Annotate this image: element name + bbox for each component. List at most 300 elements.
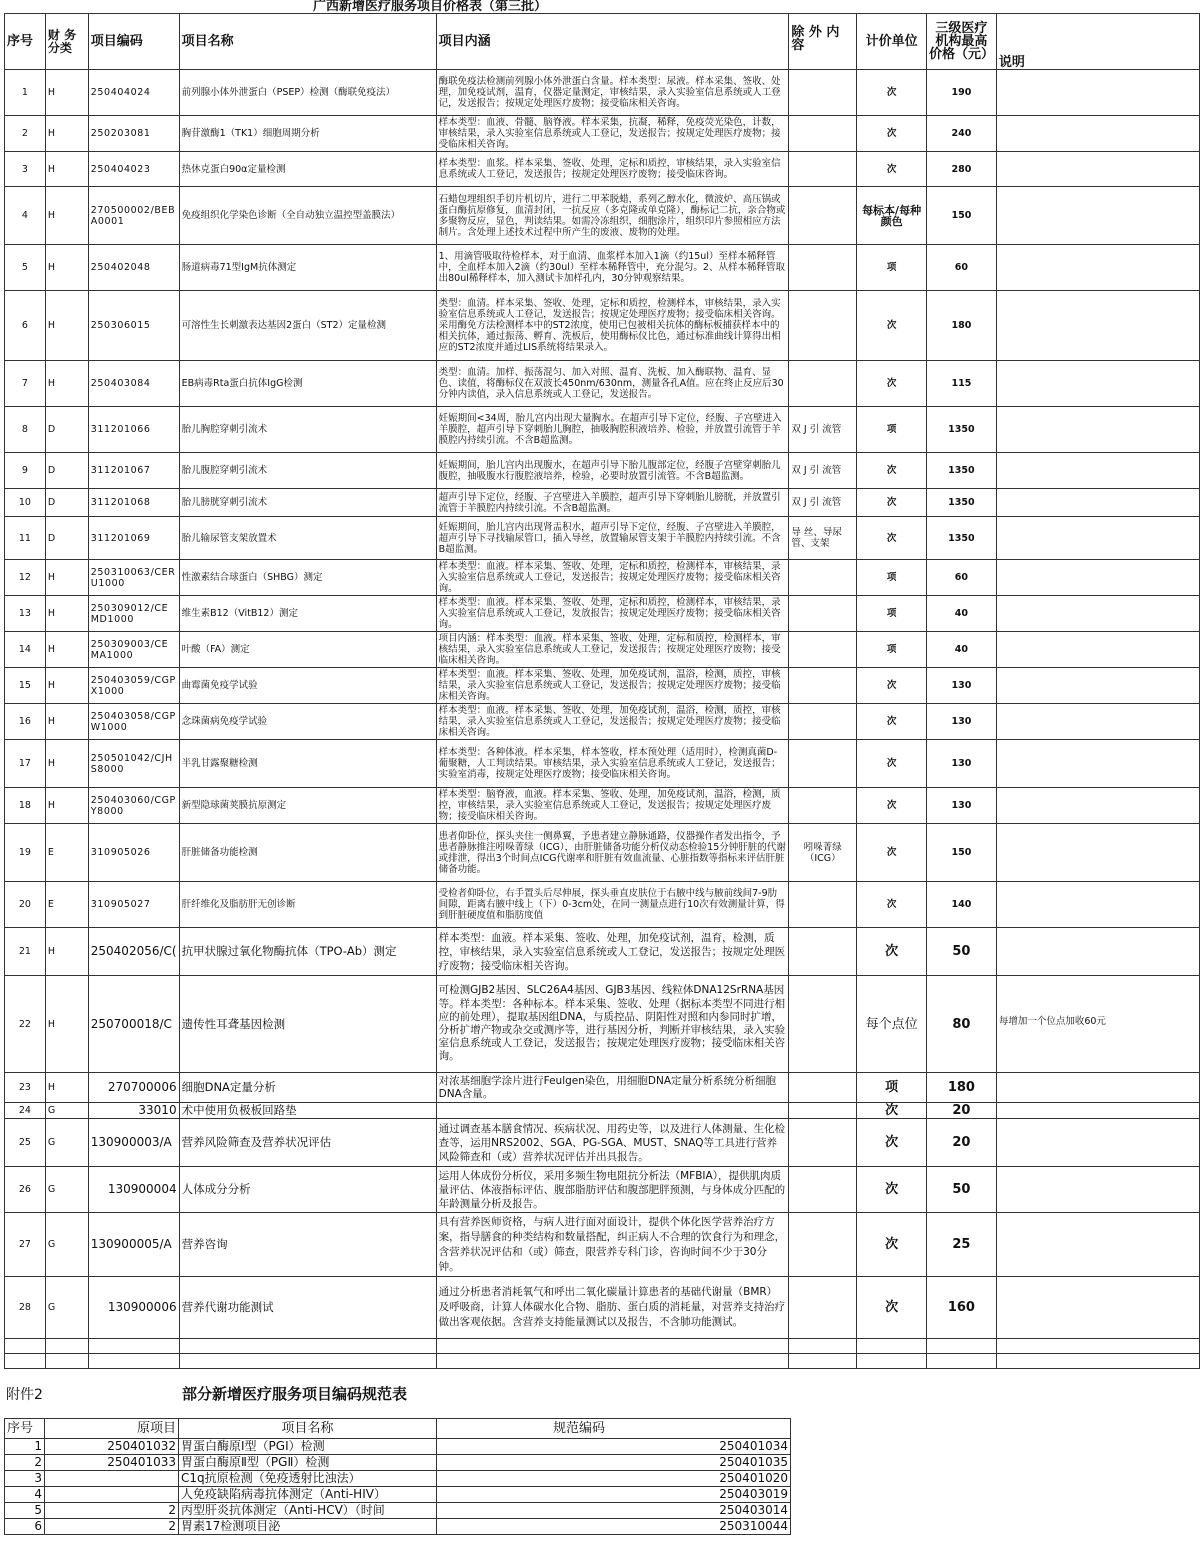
cell-category: H	[45, 187, 88, 245]
cell-price: 1350	[926, 489, 996, 517]
cell-unit: 次	[857, 152, 927, 187]
cell-seq: 22	[5, 976, 46, 1073]
cell-note	[996, 187, 1199, 245]
cell-seq: 10	[5, 489, 46, 517]
appendix-header-seq: 序号	[5, 1419, 45, 1439]
cell-category: H	[45, 116, 88, 152]
cell-price: 40	[926, 596, 996, 632]
cell-note	[996, 70, 1199, 116]
cell-exclusions	[789, 1277, 857, 1339]
cell-price: 180	[926, 1073, 996, 1103]
cell-unit: 次	[857, 668, 927, 704]
cell-code: 250309012/CEMD1000	[88, 596, 179, 632]
appendix-header-std: 规范编码	[437, 1419, 791, 1439]
cell-content: 受检者仰卧位，右手置头后尽伸展，探头垂直皮肤位于右腋中线与腋前线间7-9肋间隙，距离右腋中线上（下）0-3cm处，在同一测量点进行10次有效测量计算，得到肝脏硬度值和脂肪度值	[436, 882, 789, 928]
header-category: 财 务分类	[45, 14, 88, 70]
cell-category: D	[45, 453, 88, 489]
table-row	[5, 1119, 1200, 1167]
cell-category: H	[45, 152, 88, 187]
cell-note	[996, 740, 1199, 788]
cell-category: H	[45, 70, 88, 116]
cell-unit: 次	[857, 70, 927, 116]
cell-price: 115	[926, 361, 996, 407]
cell-note	[996, 632, 1199, 668]
appendix-cell-orig: 2	[45, 1519, 179, 1535]
cell-seq: 24	[5, 1103, 46, 1119]
table-row	[5, 1073, 1200, 1103]
cell-code: 310905027	[88, 882, 179, 928]
empty-cell	[996, 1354, 1199, 1369]
cell-unit: 次	[857, 788, 927, 824]
cell-code: 250700018/C	[88, 976, 179, 1073]
cell-category: H	[45, 596, 88, 632]
cell-content: 患者仰卧位，探头夹住一侧鼻翼，予患者建立静脉通路，仪器操作者发出指令，予患者静脉推注吲哚菁绿（ICG），由肝脏储备功能分析仪动态检验15分钟肝脏的代谢或排泄，得出3个时间点ICG代谢率和肝脏有效血流量、心脏指数等指标来评估肝脏储备功能。	[436, 824, 789, 882]
cell-exclusions: 导 丝、导尿管、支架	[789, 517, 857, 560]
cell-category: H	[45, 788, 88, 824]
appendix-row	[5, 1503, 791, 1519]
table-row	[5, 704, 1200, 740]
cell-category: H	[45, 361, 88, 407]
cell-name: 前列腺小体外泄蛋白（PSEP）检测（酶联免疫法）	[179, 70, 436, 116]
appendix-cell-name: 人免疫缺陷病毒抗体测定（Anti-HIV）	[179, 1487, 437, 1503]
cell-price: 150	[926, 824, 996, 882]
cell-category: G	[45, 1119, 88, 1167]
cell-exclusions	[789, 976, 857, 1073]
appendix-cell-orig: 2	[45, 1503, 179, 1519]
cell-name: 人体成分分析	[179, 1167, 436, 1213]
cell-note	[996, 291, 1199, 361]
appendix-cell-seq: 5	[5, 1503, 45, 1519]
cell-code: 311201066	[88, 407, 179, 453]
cell-content: 样本类型：血液。样本采集、签收、处理，加免疫试剂，温浴，检测，质控，审核结果，录入实验室信息系统或人工登记，发送报告；按规定处理医疗废物；接受临床相关咨询。	[436, 704, 789, 740]
cell-note	[996, 1167, 1199, 1213]
empty-cell	[45, 1339, 88, 1354]
cell-content: 通过分析患者消耗氧气和呼出二氧化碳量计算患者的基础代谢量（BMR）及呼吸商，计算人体碳水化合物、脂肪、蛋白质的消耗量，对营养支持治疗做出客观依据。含营养支持能量测试以及报告，不含肺功能测试。	[436, 1277, 789, 1339]
appendix-header-name: 项目名称	[179, 1419, 437, 1439]
empty-cell	[5, 1339, 46, 1354]
cell-code: 250403084	[88, 361, 179, 407]
cell-code: 250404024	[88, 70, 179, 116]
cell-price: 60	[926, 245, 996, 291]
header-unit: 计价单位	[857, 14, 927, 70]
cell-category: G	[45, 1277, 88, 1339]
cell-unit: 项	[857, 245, 927, 291]
empty-row	[5, 1339, 1200, 1354]
cell-note: 每增加一个位点加收60元	[996, 976, 1199, 1073]
cell-code: 250306015	[88, 291, 179, 361]
table-row	[5, 596, 1200, 632]
cell-category: H	[45, 291, 88, 361]
cell-seq: 15	[5, 668, 46, 704]
appendix-row	[5, 1455, 791, 1471]
appendix-title-bar	[4, 1382, 804, 1406]
table-row	[5, 152, 1200, 187]
cell-name: 念珠菌病免疫学试验	[179, 704, 436, 740]
appendix-table	[4, 1418, 791, 1535]
cell-exclusions	[789, 704, 857, 740]
cell-content: 可检测GJB2基因、SLC26A4基因、GJB3基因、线粒体DNA12SrRNA基因等。样本类型：各种标本。样本采集、签收、处理（据标本类型不同进行相应的前处理），提取基因组DNA，与质控品、阴阳性对照和内参同时扩增，分析扩增产物或杂交或测序等，进行基因分析，判断并审核结果，录入实验室信息系统或人工登记，发送报告；按规定处理医疗废物；接受临床相关咨询。	[436, 976, 789, 1073]
table-row	[5, 740, 1200, 788]
appendix-cell-orig: 250401032	[45, 1439, 179, 1455]
cell-name: 肠道病毒71型IgM抗体测定	[179, 245, 436, 291]
cell-name: 可溶性生长刺激表达基因2蛋白（ST2）定量检测	[179, 291, 436, 361]
cell-code: 310905026	[88, 824, 179, 882]
table-row	[5, 517, 1200, 560]
cell-category: D	[45, 489, 88, 517]
cell-seq: 26	[5, 1167, 46, 1213]
cell-note	[996, 453, 1199, 489]
cell-name: 胎儿输尿管支架放置术	[179, 517, 436, 560]
header-row	[5, 14, 1200, 70]
cell-unit: 次	[857, 824, 927, 882]
header-code: 项目编码	[88, 14, 179, 70]
cell-price: 20	[926, 1119, 996, 1167]
cell-name: 新型隐球菌荚膜抗原测定	[179, 788, 436, 824]
empty-cell	[996, 1339, 1199, 1354]
cell-code: 250404023	[88, 152, 179, 187]
cell-price: 280	[926, 152, 996, 187]
cell-seq: 2	[5, 116, 46, 152]
cell-content: 运用人体成份分析仪，采用多频生物电阻抗分析法（MFBIA），提供肌肉质量评估、体液指标评估、腹部脂肪评估和腹部肥胖预测，与身体成分匹配的年龄测量分析及报告。	[436, 1167, 789, 1213]
cell-unit: 项	[857, 596, 927, 632]
appendix-cell-name: 胃素17检测项目泌	[179, 1519, 437, 1535]
cell-name: 肝脏储备功能检测	[179, 824, 436, 882]
cell-unit: 次	[857, 291, 927, 361]
cell-seq: 13	[5, 596, 46, 632]
cell-note	[996, 1103, 1199, 1119]
appendix-cell-seq: 1	[5, 1439, 45, 1455]
cell-unit: 次	[857, 1119, 927, 1167]
cell-code: 250402048	[88, 245, 179, 291]
cell-price: 1350	[926, 453, 996, 489]
appendix-label: 附件2	[6, 1387, 43, 1403]
appendix-cell-seq: 6	[5, 1519, 45, 1535]
cell-name: 免疫组织化学染色诊断（全自动独立温控型盖膜法）	[179, 187, 436, 245]
cell-unit: 项	[857, 1073, 927, 1103]
cell-note	[996, 245, 1199, 291]
cell-code: 250403060/CGPY8000	[88, 788, 179, 824]
cell-price: 50	[926, 928, 996, 976]
cell-category: H	[45, 740, 88, 788]
table-row	[5, 928, 1200, 976]
table-row	[5, 489, 1200, 517]
cell-exclusions	[789, 245, 857, 291]
cell-content: 样本类型：各种体液。样本采集，样本签收，样本预处理（适用时），检测真菌D-葡聚糖，人工判读结果。审核结果，录入实验室信息系统或人工登记，发送报告；实验室消毒，按规定处理医疗废物；接受临床相关咨询。	[436, 740, 789, 788]
cell-unit: 每标本/每种颜色	[857, 187, 927, 245]
cell-category: G	[45, 1213, 88, 1277]
cell-category: H	[45, 668, 88, 704]
cell-name: EB病毒Rta蛋白抗体IgG检测	[179, 361, 436, 407]
cell-seq: 25	[5, 1119, 46, 1167]
appendix-row	[5, 1439, 791, 1455]
cell-note	[996, 596, 1199, 632]
table-row	[5, 668, 1200, 704]
cell-name: 胎儿膀胱穿刺引流术	[179, 489, 436, 517]
cell-unit: 次	[857, 517, 927, 560]
cell-note	[996, 882, 1199, 928]
cell-note	[996, 560, 1199, 596]
cell-note	[996, 116, 1199, 152]
cell-price: 80	[926, 976, 996, 1073]
cell-category: E	[45, 824, 88, 882]
cell-content: 项目内涵：样本类型：血液。样本采集、签收、处理，定标和质控，检测样本，审核结果，录入实验室信息系统或人工登记，发送报告；按规定处理医疗废物；接受临床相关咨询。	[436, 632, 789, 668]
cell-name: 营养咨询	[179, 1213, 436, 1277]
cell-price: 1350	[926, 517, 996, 560]
cell-note	[996, 704, 1199, 740]
cell-note	[996, 1073, 1199, 1103]
cell-exclusions: 吲哚菁绿（ICG）	[789, 824, 857, 882]
cell-seq: 20	[5, 882, 46, 928]
cell-category: H	[45, 976, 88, 1073]
appendix-row	[5, 1471, 791, 1487]
cell-exclusions	[789, 788, 857, 824]
cell-name: 营养代谢功能测试	[179, 1277, 436, 1339]
cell-code: 250203081	[88, 116, 179, 152]
cell-code: 250402056/C(	[88, 928, 179, 976]
appendix-cell-seq: 3	[5, 1471, 45, 1487]
cell-code: 250310063/CERU1000	[88, 560, 179, 596]
cell-code: 130900004	[88, 1167, 179, 1213]
cell-note	[996, 788, 1199, 824]
cell-content: 超声引导下定位，经腹、子宫壁进入羊膜腔，超声引导下穿刺胎儿膀胱，并放置引流管于羊膜腔内持续引流。不含B超监测。	[436, 489, 789, 517]
table-row	[5, 1103, 1200, 1119]
table-row	[5, 407, 1200, 453]
cell-name: 营养风险筛查及营养状况评估	[179, 1119, 436, 1167]
sheet-title: 广西新增医疗服务项目价格表（第三批）	[312, 0, 547, 14]
cell-code: 250309003/CEMA1000	[88, 632, 179, 668]
cell-exclusions	[789, 668, 857, 704]
cell-seq: 19	[5, 824, 46, 882]
cell-exclusions	[789, 116, 857, 152]
empty-cell	[926, 1354, 996, 1369]
header-exclusions: 除 外 内 容	[789, 14, 857, 70]
cell-unit: 项	[857, 407, 927, 453]
cell-category: E	[45, 882, 88, 928]
cell-content: 石蜡包埋组织手切片机切片，进行二甲苯脱蜡，系列乙醇水化，微波炉、高压锅或蛋白酶抗原修复，血清封闭，一抗反应（多克隆或单克隆），酶标记二抗，亲合物或多聚物反应，显色，判读结果。如需冷冻组织，细胞涂片，组织印片参照相应方法制片。含处理上述技术过程中所产生的废液、废物的处理。	[436, 187, 789, 245]
cell-name: 胎儿腹腔穿刺引流术	[179, 453, 436, 489]
cell-unit: 次	[857, 928, 927, 976]
empty-row	[5, 1354, 1200, 1369]
cell-seq: 11	[5, 517, 46, 560]
cell-seq: 9	[5, 453, 46, 489]
cell-name: 性激素结合球蛋白（SHBG）测定	[179, 560, 436, 596]
cell-code: 311201069	[88, 517, 179, 560]
price-table	[4, 13, 1200, 1369]
appendix-cell-std: 250403019	[437, 1487, 791, 1503]
cell-code: 311201067	[88, 453, 179, 489]
table-row	[5, 361, 1200, 407]
cell-name: 热休克蛋白90α定量检测	[179, 152, 436, 187]
appendix-cell-name: 胃蛋白酶原Ⅱ型（PGⅡ）检测	[179, 1455, 437, 1471]
appendix-cell-std: 250401035	[437, 1455, 791, 1471]
appendix-cell-orig	[45, 1471, 179, 1487]
cell-exclusions	[789, 361, 857, 407]
cell-code: 250403059/CGPX1000	[88, 668, 179, 704]
cell-price: 40	[926, 632, 996, 668]
cell-price: 130	[926, 788, 996, 824]
appendix-cell-std: 250403014	[437, 1503, 791, 1519]
cell-category: H	[45, 928, 88, 976]
table-row	[5, 976, 1200, 1073]
cell-category: D	[45, 407, 88, 453]
cell-unit: 次	[857, 740, 927, 788]
cell-unit: 次	[857, 1167, 927, 1213]
table-row	[5, 70, 1200, 116]
cell-seq: 17	[5, 740, 46, 788]
cell-code: 130900006	[88, 1277, 179, 1339]
cell-name: 遗传性耳聋基因检测	[179, 976, 436, 1073]
header-seq: 序号	[5, 14, 46, 70]
cell-content: 通过调查基本膳食情况、疾病状况、用药史等，以及进行人体测量、生化检查等，运用NRS2002、SGA、PG-SGA、MUST、SNAQ等工具进行营养风险筛查和（或）营养状况评估并出具报告。	[436, 1119, 789, 1167]
cell-exclusions	[789, 1119, 857, 1167]
cell-seq: 7	[5, 361, 46, 407]
cell-category: G	[45, 1103, 88, 1119]
appendix-row	[5, 1519, 791, 1535]
cell-exclusions	[789, 1073, 857, 1103]
empty-cell	[45, 1354, 88, 1369]
table-row	[5, 1167, 1200, 1213]
cell-note	[996, 668, 1199, 704]
table-row	[5, 632, 1200, 668]
appendix-cell-name: 丙型肝炎抗体测定（Anti-HCV）（时间	[179, 1503, 437, 1519]
cell-exclusions	[789, 187, 857, 245]
cell-name: 曲霉菌免疫学试验	[179, 668, 436, 704]
empty-cell	[926, 1339, 996, 1354]
appendix-row	[5, 1487, 791, 1503]
cell-content	[436, 1103, 789, 1119]
cell-content: 1、用滴管吸取待检样本，对于血清、血浆样本加入1滴（约15ul）至样本稀释管中，全血样本加入2滴（约30ul）至样本稀释管中，充分混匀。2、从样本稀释管取出80ul稀释样本，加入测试卡加样孔内，30分钟观察结果。	[436, 245, 789, 291]
table-row	[5, 1213, 1200, 1277]
cell-name: 维生素B12（VitB12）测定	[179, 596, 436, 632]
cell-seq: 28	[5, 1277, 46, 1339]
cell-name: 胸苷激酶1（TK1）细胞周期分析	[179, 116, 436, 152]
cell-note	[996, 407, 1199, 453]
table-row	[5, 245, 1200, 291]
cell-code: 250501042/CJHS8000	[88, 740, 179, 788]
cell-note	[996, 1119, 1199, 1167]
table-row	[5, 116, 1200, 152]
cell-price: 140	[926, 882, 996, 928]
cell-category: H	[45, 245, 88, 291]
table-row	[5, 291, 1200, 361]
cell-note	[996, 152, 1199, 187]
cell-seq: 5	[5, 245, 46, 291]
cell-exclusions	[789, 1213, 857, 1277]
header-content: 项目内涵	[436, 14, 789, 70]
cell-name: 抗甲状腺过氧化物酶抗体（TPO-Ab）测定	[179, 928, 436, 976]
appendix-cell-orig: 250401033	[45, 1455, 179, 1471]
header-price: 三级医疗机构最高价格（元）	[926, 14, 996, 70]
cell-content: 类型：血清。样本采集、签收、处理，定标和质控，检测样本，审核结果，录入实验室信息系统或人工登记，发送报告；按规定处理医疗废物；接受临床相关咨询。采用酶免方法检测样本中的ST2浓度，使用已包被相关抗体的酶标板捕获样本中的相关抗体，通过振荡、孵育、洗板后，使用酶标仪比色，通过标准曲线计算得出相应的ST2浓度并通过LIS系统将结果录入。	[436, 291, 789, 361]
cell-content: 妊娠期间，胎儿宫内出现肾盂积水，超声引导下定位，经腹、子宫壁进入羊膜腔，超声引导下寻找输尿管口，插入导丝，放置输尿管支架于羊膜腔内持续引流。不含B超监测。	[436, 517, 789, 560]
cell-unit: 次	[857, 116, 927, 152]
cell-category: H	[45, 1073, 88, 1103]
table-row	[5, 1277, 1200, 1339]
appendix-cell-std: 250401034	[437, 1439, 791, 1455]
cell-exclusions	[789, 882, 857, 928]
table-row	[5, 824, 1200, 882]
cell-content: 对浓基细胞学涂片进行Feulgen染色，用细胞DNA定量分析系统分析细胞DNA含量。	[436, 1073, 789, 1103]
cell-note	[996, 489, 1199, 517]
cell-content: 样本类型：血液。样本采集、签收、处理，加免疫试剂，温育，检测，质控，审核结果，录入实验室信息系统或人工登记，发送报告；按规定处理医疗废物；接受临床相关咨询。	[436, 928, 789, 976]
cell-price: 190	[926, 70, 996, 116]
table-row	[5, 882, 1200, 928]
empty-cell	[436, 1339, 789, 1354]
appendix-header-orig: 原项目	[45, 1419, 179, 1439]
cell-name: 叶酸（FA）测定	[179, 632, 436, 668]
cell-exclusions: 双 J 引 流管	[789, 489, 857, 517]
appendix-cell-seq: 2	[5, 1455, 45, 1471]
cell-seq: 8	[5, 407, 46, 453]
cell-exclusions	[789, 632, 857, 668]
cell-content: 类型：血清。加样、振荡混匀、加入对照、温育、洗板、加入酶联物、温育、显色、读值，将酶标仪在双波长450nm/630nm，测量各孔A值。应在终止反应后30分钟内读值，录入信息系统或人工登记，发送报告。	[436, 361, 789, 407]
cell-exclusions: 双 J 引 流管	[789, 453, 857, 489]
cell-unit: 每个点位	[857, 976, 927, 1073]
cell-seq: 14	[5, 632, 46, 668]
cell-category: H	[45, 704, 88, 740]
cell-content: 妊娠期间<34周，胎儿宫内出现大量胸水。在超声引导下定位，经腹、子宫壁进入羊膜腔，超声引导下穿刺胎儿胸腔，抽吸胸腔积液培养、检验，并放置引流管于羊膜腔内持续引流。不含B超监测。	[436, 407, 789, 453]
cell-exclusions: 双 J 引 流管	[789, 407, 857, 453]
cell-price: 130	[926, 704, 996, 740]
cell-code: 270700006	[88, 1073, 179, 1103]
cell-unit: 项	[857, 560, 927, 596]
table-row	[5, 453, 1200, 489]
table-row	[5, 187, 1200, 245]
empty-cell	[5, 1354, 46, 1369]
cell-name: 胎儿胸腔穿刺引流术	[179, 407, 436, 453]
cell-price: 130	[926, 668, 996, 704]
cell-note	[996, 1213, 1199, 1277]
empty-cell	[88, 1354, 179, 1369]
appendix-cell-std: 250401020	[437, 1471, 791, 1487]
cell-category: H	[45, 560, 88, 596]
cell-name: 半乳甘露聚糖检测	[179, 740, 436, 788]
empty-cell	[857, 1339, 927, 1354]
cell-exclusions	[789, 291, 857, 361]
cell-note	[996, 517, 1199, 560]
cell-seq: 6	[5, 291, 46, 361]
table-row	[5, 560, 1200, 596]
cell-seq: 12	[5, 560, 46, 596]
cell-price: 160	[926, 1277, 996, 1339]
cell-exclusions	[789, 740, 857, 788]
cell-code: 130900005/A	[88, 1213, 179, 1277]
appendix-cell-name: C1q抗原检测（免疫透射比浊法）	[179, 1471, 437, 1487]
header-name: 项目名称	[179, 14, 436, 70]
cell-unit: 次	[857, 882, 927, 928]
cell-code: 130900003/A	[88, 1119, 179, 1167]
cell-unit: 次	[857, 1213, 927, 1277]
cell-content: 酶联免疫法检测前列腺小体外泄蛋白含量。样本类型：尿液。样本采集、签收、处理，加免疫试剂，温育，仪器定量测定，审核结果，录入实验室信息系统或人工登记，发送报告；按规定处理医疗废物；接受临床相关咨询。	[436, 70, 789, 116]
cell-name: 细胞DNA定量分析	[179, 1073, 436, 1103]
empty-cell	[179, 1354, 436, 1369]
cell-price: 240	[926, 116, 996, 152]
cell-name: 肝纤维化及脂肪肝无创诊断	[179, 882, 436, 928]
cell-price: 20	[926, 1103, 996, 1119]
cell-exclusions	[789, 928, 857, 976]
cell-unit: 次	[857, 453, 927, 489]
cell-category: H	[45, 632, 88, 668]
empty-cell	[436, 1354, 789, 1369]
cell-code: 270500002/BEBA0001	[88, 187, 179, 245]
cell-seq: 18	[5, 788, 46, 824]
empty-cell	[789, 1339, 857, 1354]
cell-code: 311201068	[88, 489, 179, 517]
empty-cell	[857, 1354, 927, 1369]
cell-unit: 项	[857, 632, 927, 668]
cell-exclusions	[789, 560, 857, 596]
cell-content: 妊娠期间，胎儿宫内出现腹水，在超声引导下胎儿腹部定位，经腹子宫壁穿刺胎儿腹腔，抽吸腹水行腹腔液培养，检验，必要时放置引流管。不含B超监测。	[436, 453, 789, 489]
